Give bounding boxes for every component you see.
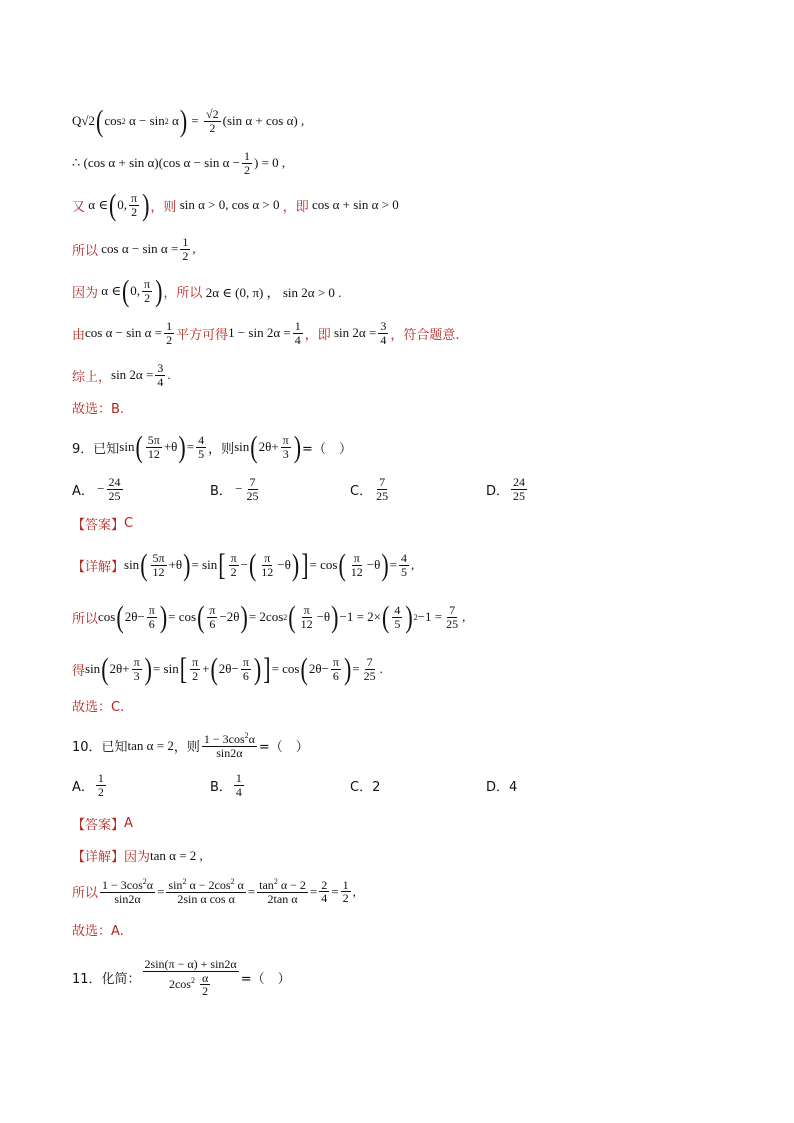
solution-line-2: ∴ (cos α + sin α)(cos α − sin α − $\frac{1}{2}$ ) = 0 , — [72, 149, 286, 177]
q9-detail-1: 【详解】 sin ( $\frac{5\pi}{12}$ +θ ) = sin [ $\frac{\pi}{2}$ − ( $\frac{\pi}{12}$ −θ ) ] = cos ( $\frac{\pi}{12}$ −θ ) = $\frac{4}{5}$ , — [72, 546, 415, 582]
solution-line-5: 因为 α ∈ ( 0, $\frac{\pi}{2}$ ) ，所以 2α ∈ (0, π) ， sin 2α > 0 . — [72, 272, 342, 308]
choose-a: 故选：A. — [72, 924, 124, 939]
solution-line-3: 又 α ∈ ( 0, $\frac{\pi}{2}$ ) ，则 sin α > 0, cos α > 0 ，即 cos α + sin α > 0 — [72, 186, 399, 222]
q9-option-d[interactable]: D． $\frac{24}{25}$ — [486, 475, 526, 503]
q10-detail-1: 【详解】 因为 tan α = 2 , — [72, 847, 203, 865]
choose-b: 故选：B. — [72, 402, 125, 417]
question-11-stem: 11．化简： 2sin(π − α) + sin2α $2\cos^2$ $\frac{\alpha}{2}$ =（ ） — [72, 957, 291, 999]
q10-detail-2: 所以 $\frac{1 - 3\cos^2\alpha}{\sin 2\alpha}$ = $\frac{\sin^2 \alpha - 2\cos^2 \alpha}{\text{2sin α cos α}}$ = $\frac{\tan^2 \alpha - 2}{\text{2tan α}}$ = $\frac{2}{4}$ = $\frac{1}{2}$ , — [72, 877, 356, 906]
q10-option-d[interactable]: D．4 — [486, 780, 518, 795]
question-10-stem: 10．已知 tan α = 2 ，则 $\frac{1 - 3\cos^2\alpha}{\sin 2\alpha}$ =（ ） — [72, 731, 309, 760]
q10-option-a[interactable]: A． $\frac{1}{2}$ — [72, 771, 104, 799]
solution-line-4: 所以 cos α − sin α = $\frac{1}{2}$ , — [72, 235, 196, 263]
q9-detail-2: 所以 cos ( 2θ− $\frac{\pi}{6}$ ) = cos ( $\frac{\pi}{6}$ −2θ ) = 2cos 2 ( $\frac{\pi}{12}$ −θ ) −1 = 2× ( $\frac{4}{5}$ ) 2 −1 = $\frac{7}{25}$ , — [72, 598, 466, 634]
q9-detail-3: 得 sin ( 2θ+ $\frac{\pi}{3}$ ) = sin [ $\frac{\pi}{2}$ + ( 2θ− $\frac{\pi}{6}$ ) ] = cos ( 2θ− $\frac{\pi}{6}$ ) = $\frac{7}{25}$ . — [72, 650, 383, 686]
question-9-stem: 9．已知 sin ( $\frac{5\pi}{12}$ +θ ) = $\frac{4}{5}$ ，则 sin ( 2θ+ $\frac{\pi}{3}$ ) =（ ） — [72, 428, 352, 464]
q9-option-a[interactable]: A． − $\frac{24}{25}$ — [72, 475, 121, 503]
solution-line-6: 由 cos α − sin α = $\frac{1}{2}$ 平方可得 1 − sin 2α = $\frac{1}{4}$ ，即 sin 2α = $\frac{3}{4}$ ，符合题意. — [72, 319, 460, 347]
q9-option-c[interactable]: C． $\frac{7}{25}$ — [350, 475, 389, 503]
q10-option-c[interactable]: C．2 — [350, 780, 381, 795]
q10-option-b[interactable]: B． $\frac{1}{4}$ — [210, 771, 242, 799]
q10-answer: 【答案】 A — [72, 816, 133, 833]
choose-c: 故选：C. — [72, 700, 125, 715]
q9-answer: 【答案】 C — [72, 516, 134, 533]
solution-line-1: Q√2 ( cos 2 α − sin 2 α ) = $\frac{√2}{2}$ (sin α + cos α) , — [72, 102, 305, 138]
solution-line-7: 综上， sin 2α = $\frac{3}{4}$ . — [72, 361, 171, 389]
q9-option-b[interactable]: B． − $\frac{7}{25}$ — [210, 475, 259, 503]
